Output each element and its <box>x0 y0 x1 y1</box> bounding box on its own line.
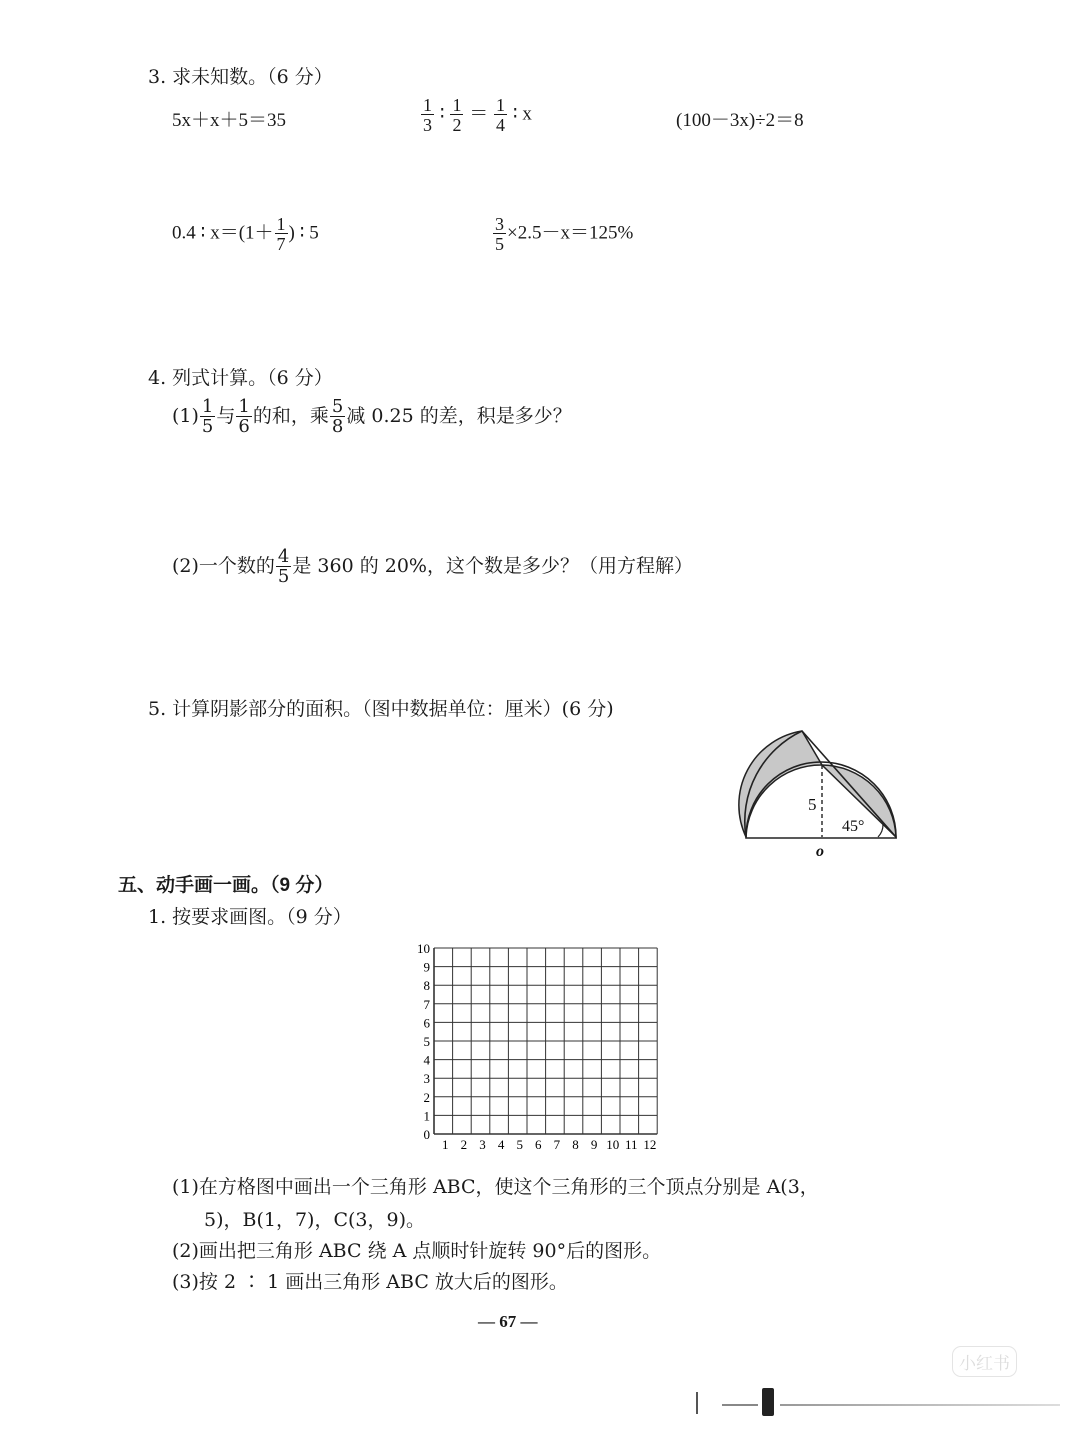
x-tick-label: 4 <box>497 1137 505 1152</box>
toolbar-divider <box>722 1404 758 1406</box>
x-tick-label: 2 <box>460 1137 468 1152</box>
instruction-1-line1: (1)在方格图中画出一个三角形 ABC，使这个三角形的三个顶点分别是 A(3， <box>172 1176 819 1198</box>
y-tick-label: 6 <box>423 1015 430 1031</box>
toolbar-glyph-icon <box>696 1392 708 1414</box>
x-tick-label: 5 <box>516 1137 523 1152</box>
section5-title: 五、动手画一画。（9 分） <box>118 875 334 896</box>
q3-eq3: (100－3x)÷2＝8 <box>676 110 804 131</box>
q3-eq2: $\frac{1}{3}$ ∶ $\frac{1}{2}$ ＝ $\frac{1}{4}$ ∶ x <box>423 95 532 135</box>
q3-eq1: 5x＋x＋5＝35 <box>172 110 287 131</box>
label-origin-o: o <box>816 843 824 860</box>
y-tick-label: 0 <box>423 1127 430 1142</box>
y-tick-label: 1 <box>423 1108 430 1124</box>
shaded-area-figure <box>736 722 908 862</box>
q3-eq4: 0.4 ∶ x＝(1＋ $\frac{1}{7}$ ) ∶ 5 <box>172 214 319 254</box>
angle-arc <box>878 824 883 837</box>
base-box <box>746 837 896 838</box>
y-tick-label: 4 <box>423 1052 430 1068</box>
watermark-logo: 小红书 <box>952 1346 1017 1377</box>
y-tick-label: 7 <box>423 996 430 1012</box>
instruction-2: (2)画出把三角形 ABC 绕 A 点顺时针旋转 90°后的图形。 <box>172 1240 662 1262</box>
x-tick-label: 12 <box>643 1137 657 1152</box>
x-tick-label: 9 <box>590 1137 598 1152</box>
q3-eq5: $\frac{3}{5}$ ×2.5－x＝125% <box>495 214 634 254</box>
x-tick-label: 10 <box>606 1137 620 1152</box>
x-tick-label: 7 <box>553 1137 561 1152</box>
q4-title: 4. 列式计算。（6 分） <box>148 367 333 389</box>
y-tick-label: 2 <box>423 1089 430 1105</box>
x-tick-label: 6 <box>535 1137 542 1152</box>
label-height-5: 5 <box>808 795 817 814</box>
instruction-1-line2: 5)，B(1，7)，C(3，9)。 <box>204 1209 426 1231</box>
q5-title: 5. 计算阴影部分的面积。（图中数据单位：厘米）(6 分) <box>148 698 614 720</box>
q4-part2: (2)一个数的 $\frac{4}{5}$ 是 360 的 20%，这个数是多少？（用方程解） <box>172 546 693 587</box>
x-tick-label: 1 <box>442 1137 449 1152</box>
q3-title: 3. 求未知数。（6 分） <box>148 66 333 88</box>
x-tick-label: 3 <box>479 1137 486 1152</box>
x-tick-label: 11 <box>625 1137 638 1152</box>
toolbar-handle-icon[interactable] <box>762 1388 774 1416</box>
y-tick-label: 5 <box>423 1034 430 1049</box>
y-tick-label: 3 <box>423 1071 430 1087</box>
q4-part1: (1) $\frac{1}{5}$ 与 $\frac{1}{6}$ 的和，乘 $\frac{5}{8}$ 减 0.25 的差，积是多少？ <box>172 396 572 437</box>
toolbar-track <box>780 1404 1060 1406</box>
y-tick-label: 10 <box>417 941 430 956</box>
instruction-3: (3)按 2 ∶ 1 画出三角形 ABC 放大后的图形。 <box>172 1271 568 1293</box>
y-tick-label: 9 <box>423 959 430 975</box>
label-angle-45: 45° <box>842 818 865 835</box>
section5-q1-title: 1. 按要求画图。（9 分） <box>148 906 352 928</box>
coordinate-grid <box>408 940 670 1154</box>
page-number: — 67 — <box>478 1312 538 1331</box>
x-tick-label: 8 <box>572 1137 579 1152</box>
y-tick-label: 8 <box>423 978 430 994</box>
